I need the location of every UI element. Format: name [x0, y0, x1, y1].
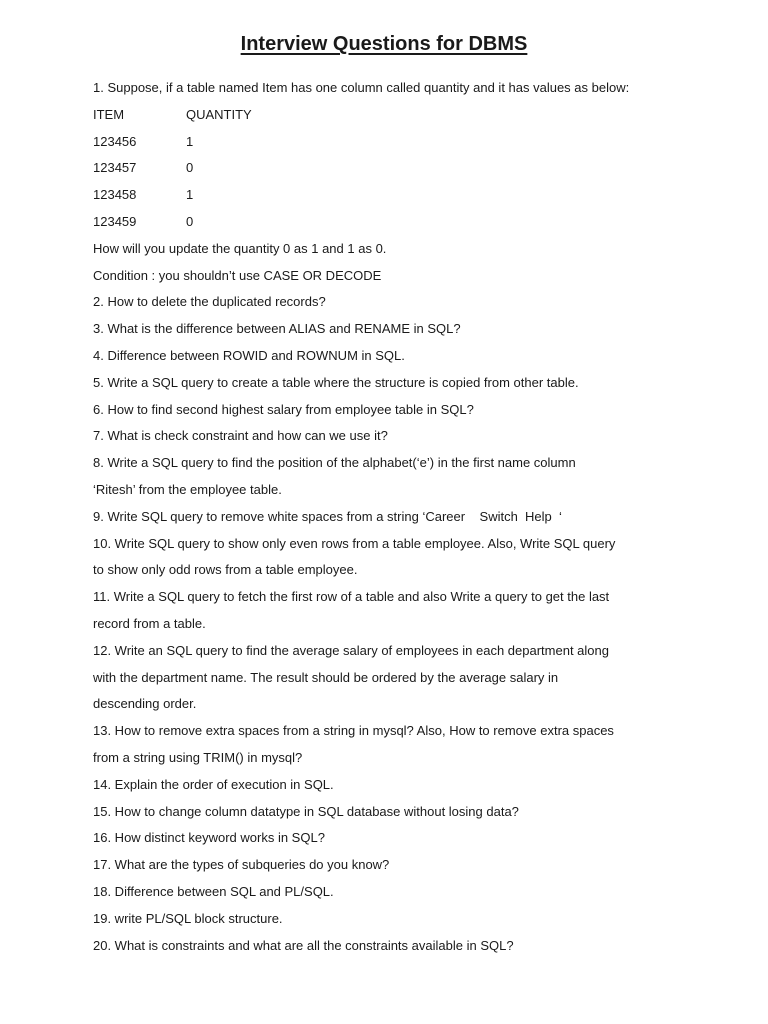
- table-row: [93, 182, 693, 209]
- question-line: 17. What are the types of subqueries do you know?: [93, 857, 390, 873]
- question-line: 2. How to delete the duplicated records?: [93, 294, 326, 310]
- question-line: 6. How to find second highest salary from employee table in SQL?: [93, 401, 474, 417]
- table-cell-item: 123457: [93, 160, 137, 176]
- question-line: 13. How to remove extra spaces from a string in mysql? Also, How to remove extra spaces: [93, 723, 614, 739]
- question-line: 19. write PL/SQL block structure.: [93, 910, 283, 926]
- question-line: 16. How distinct keyword works in SQL?: [93, 830, 325, 846]
- page-title: Interview Questions for DBMS: [240, 33, 528, 55]
- question-line: record from a table.: [93, 615, 206, 631]
- table-row: [93, 129, 693, 156]
- question-line: 9. Write SQL query to remove white spaces from a string ‘Career Switch Help ‘: [93, 508, 562, 524]
- question-line: 10. Write SQL query to show only even rows from a table employee. Also, Write SQL query: [93, 535, 616, 551]
- question-1-intro: 1. Suppose, if a table named Item has one column called quantity and it has values as below:: [93, 80, 630, 95]
- item-quantity-table: [93, 102, 693, 236]
- question-line: 20. What is constraints and what are all the constraints available in SQL?: [93, 937, 514, 953]
- table-header-item: ITEM: [93, 106, 125, 122]
- table-row: [93, 155, 693, 182]
- table-cell-quantity: 1: [186, 187, 194, 203]
- question-line: 8. Write a SQL query to find the position of the alphabet(‘e’) in the first name column: [93, 455, 576, 471]
- question-line: 12. Write an SQL query to find the average salary of employees in each department along: [93, 642, 609, 658]
- table-cell-item: 123456: [93, 133, 137, 149]
- table-row: [93, 209, 693, 236]
- question-line: 5. Write a SQL query to create a table where the structure is copied from other table.: [93, 374, 579, 390]
- question-line: from a string using TRIM() in mysql?: [93, 749, 303, 765]
- question-line: with the department name. The result should be ordered by the average salary in: [93, 669, 559, 685]
- document-body: [93, 75, 693, 959]
- table-header-quantity: QUANTITY: [186, 106, 252, 122]
- table-cell-quantity: 1: [186, 133, 194, 149]
- question-1-task: How will you update the quantity 0 as 1 and 1 as 0.: [93, 240, 387, 256]
- question-line: 4. Difference between ROWID and ROWNUM in SQL.: [93, 347, 405, 363]
- question-line: 3. What is the difference between ALIAS and RENAME in SQL?: [93, 321, 461, 337]
- table-cell-item: 123459: [93, 213, 137, 229]
- question-line: 14. Explain the order of execution in SQL.: [93, 776, 334, 792]
- question-line: 11. Write a SQL query to fetch the first row of a table and also Write a query to get the last: [93, 589, 610, 605]
- question-line: 18. Difference between SQL and PL/SQL.: [93, 883, 334, 899]
- question-line: ‘Ritesh’ from the employee table.: [93, 481, 282, 497]
- question-1-condition: Condition : you shouldn’t use CASE OR DECODE: [93, 267, 382, 283]
- table-cell-quantity: 0: [186, 160, 194, 176]
- table-cell-item: 123458: [93, 187, 137, 203]
- question-line: to show only odd rows from a table employee.: [93, 562, 358, 578]
- question-line: descending order.: [93, 696, 197, 712]
- question-line: 15. How to change column datatype in SQL database without losing data?: [93, 803, 519, 819]
- table-header-row: [93, 102, 693, 129]
- table-cell-quantity: 0: [186, 213, 194, 229]
- question-line: 7. What is check constraint and how can we use it?: [93, 428, 388, 444]
